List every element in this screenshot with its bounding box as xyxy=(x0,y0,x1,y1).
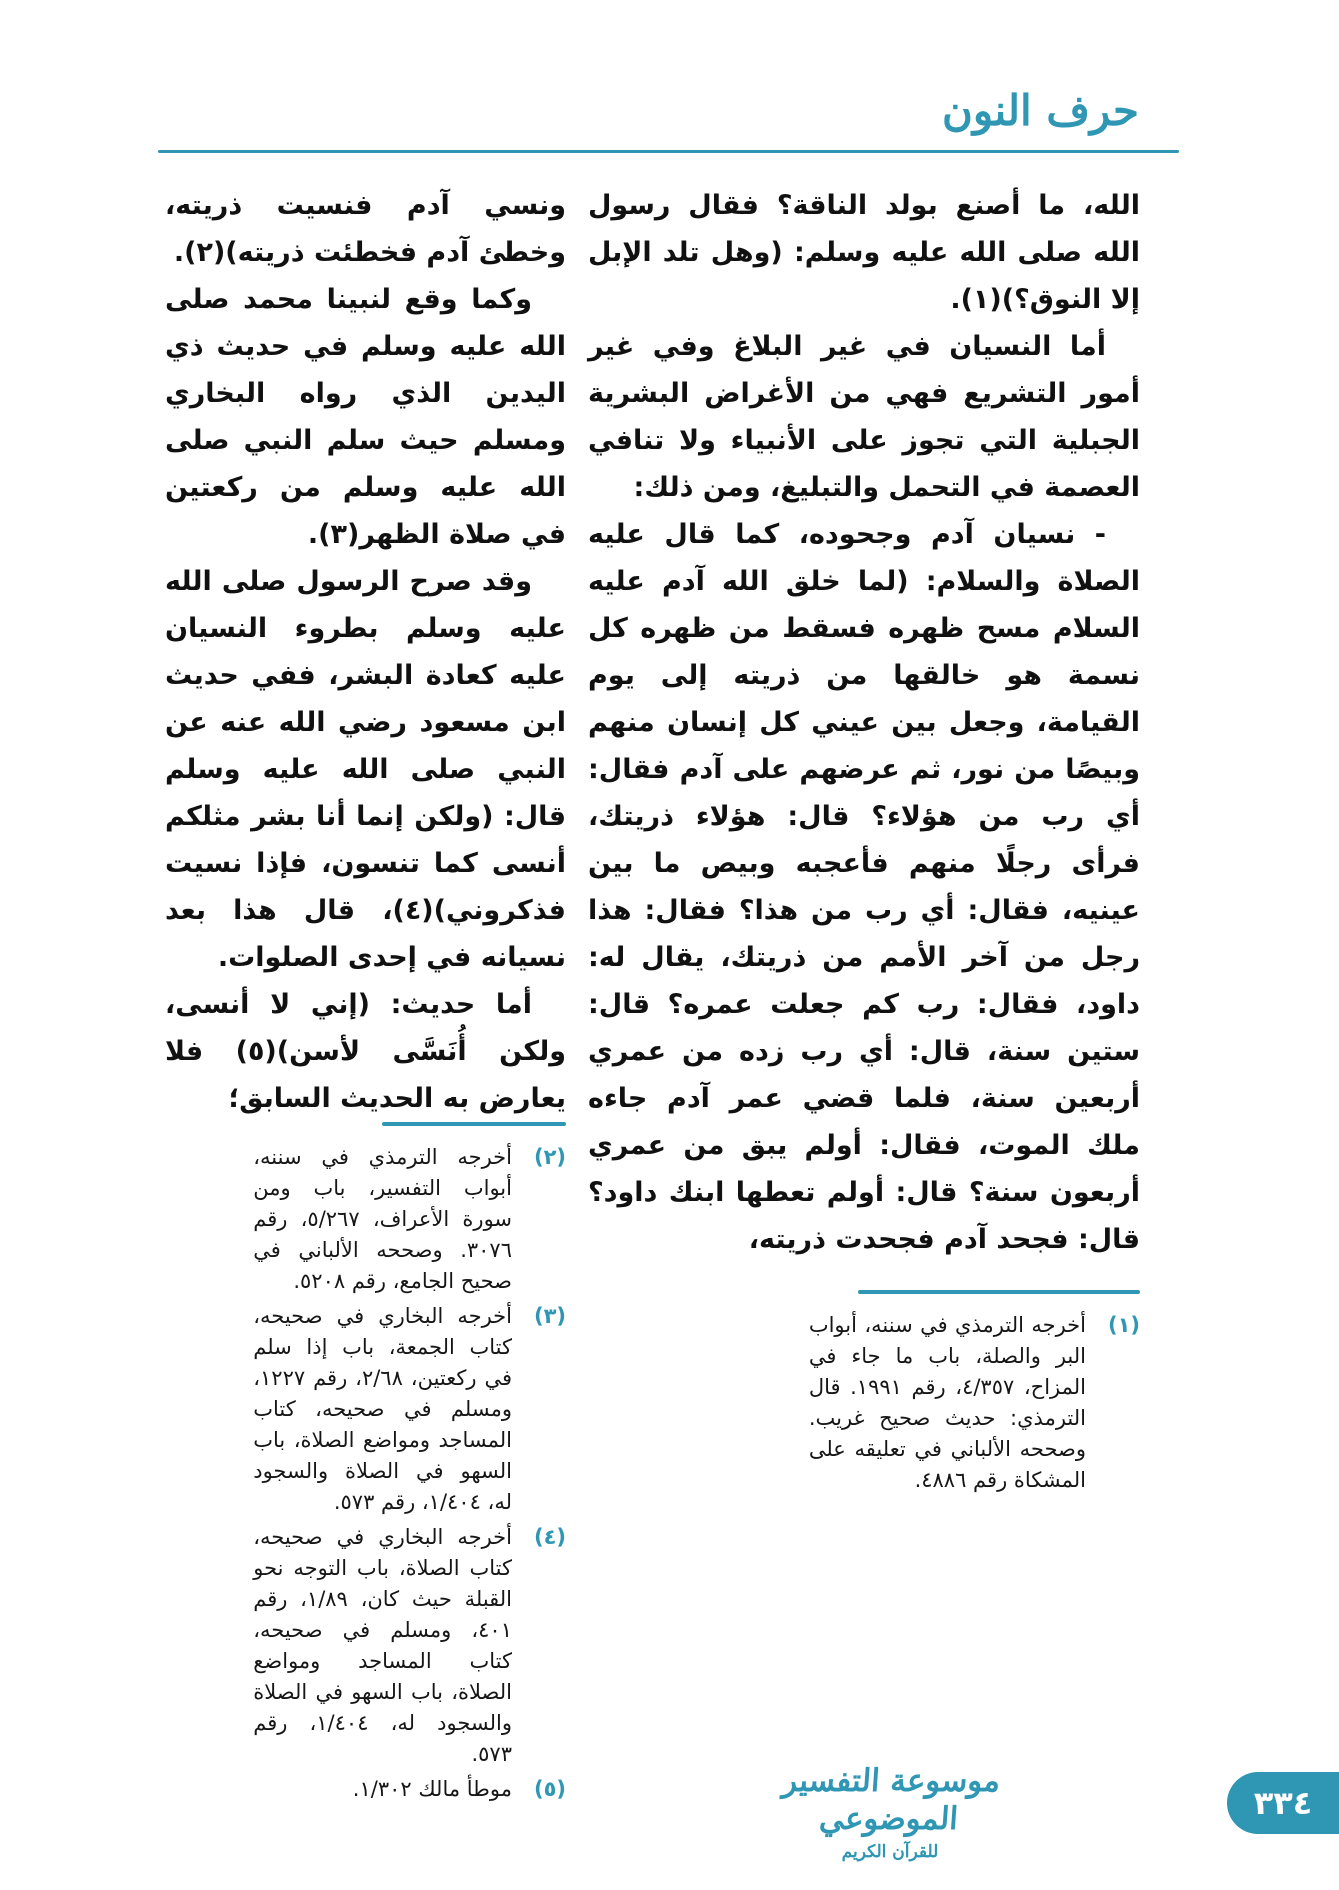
footnote xyxy=(253,1301,566,1518)
paragraph: وكما وقع لنبينا محمد صلى الله عليه وسلم في حديث ذي اليدين الذي رواه البخاري ومسلم حيث سلم النبي صلى الله عليه وسلم من ركعتين في صلاة الظهر(٣). xyxy=(165,284,566,550)
footnote-separator xyxy=(858,1290,1140,1294)
publisher-logo-subtitle: للقرآن الكريم xyxy=(841,1842,939,1862)
footnote-block xyxy=(809,1310,1140,1496)
footnotes-right xyxy=(588,1290,1140,1500)
page-number-badge: ٣٣٤ xyxy=(1227,1772,1339,1834)
footnote xyxy=(809,1310,1140,1496)
chapter-title: حرف النون xyxy=(942,86,1139,135)
footnote-separator xyxy=(382,1122,566,1126)
footnote-text: موطأ مالك ١/٣٠٢. xyxy=(352,1777,512,1801)
column-left xyxy=(165,182,566,1801)
publisher-logo xyxy=(740,1762,1040,1862)
column-left-body xyxy=(165,182,566,1122)
footnote-text: أخرجه الترمذي في سننه، أبواب التفسير، باب ومن سورة الأعراف، ٥/٢٦٧، رقم ٣٠٧٦. وصححه الألباني في صحيح الجامع، رقم ٥٢٠٨. xyxy=(253,1145,513,1293)
footnote-text: أخرجه الترمذي في سننه، أبواب البر والصلة، باب ما جاء في المزاح، ٤/٣٥٧، رقم ١٩٩١. قال الترمذي: حديث صحيح غريب. وصححه الألباني في تعليقه على المشكاة رقم ٤٨٨٦. xyxy=(808,1313,1086,1492)
column-right xyxy=(588,182,1140,1510)
paragraph: وقد صرح الرسول صلى الله عليه وسلم بطروء النسيان عليه كعادة البشر، ففي حديث ابن مسعود رضي الله عنه عن النبي صلى الله عليه وسلم قال: (ولكن إنما أنا بشر مثلكم أنسى كما تنسون، فإذا نسيت فذكروني)(٤)، قال هذا بعد نسيانه في إحدى الصلوات. xyxy=(165,566,566,973)
footnotes-left xyxy=(165,1122,566,1809)
footnote xyxy=(253,1774,566,1805)
paragraph: - نسيان آدم وجحوده، كما قال عليه الصلاة والسلام: (لما خلق الله آدم عليه السلام مسح ظهره فسقط من ظهره كل نسمة هو خالقها من ذريته إلى يوم القيامة، وجعل بين عيني كل إنسان منهم وبيصًا من نور، ثم عرضهم على آدم فقال: أي رب من هؤلاء؟ قال: هؤلاء ذريتك، فرأى رجلًا منهم فأعجبه وبيص ما بين عينيه، فقال: أي رب من هذا؟ فقال: هذا رجل من آخر الأمم من ذريتك، يقال له: داود، فقال: رب كم جعلت عمره؟ قال: ستين سنة، قال: أي رب زده من عمري أربعين سنة، فلما قضي عمر آدم جاءه ملك الموت، فقال: أولم يبق من عمري أربعون سنة؟ قال: أولم تعطها ابنك داود؟ قال: فجحد آدم فجحدت ذريته، xyxy=(588,519,1140,1255)
footnote-text: أخرجه البخاري في صحيحه، كتاب الجمعة، باب إذا سلم في ركعتين، ٢/٦٨، رقم ١٢٢٧، ومسلم في صحيحه، كتاب المساجد ومواضع الصلاة، باب السهو في الصلاة والسجود له، ١/٤٠٤، رقم ٥٧٣. xyxy=(253,1304,512,1514)
footnote-number: (٥) xyxy=(533,1777,566,1801)
header-rule xyxy=(158,150,1179,153)
paragraph: أما النسيان في غير البلاغ وفي غير أمور التشريع فهي من الأغراض البشرية الجبلية التي تجوز على الأنبياء ولا تنافي العصمة في التحمل والتبليغ، ومن ذلك: xyxy=(588,331,1140,503)
publisher-logo-title: موسوعة التفسير الموضوعي xyxy=(781,1763,1002,1837)
footnote-number: (١) xyxy=(1107,1313,1140,1337)
footnote xyxy=(253,1142,566,1297)
paragraph: ونسي آدم فنسيت ذريته، وخطئ آدم فخطئت ذريته)(٢). xyxy=(165,190,566,268)
footnote-number: (٢) xyxy=(533,1145,566,1169)
paragraph: الله، ما أصنع بولد الناقة؟ فقال رسول الله صلى الله عليه وسلم: (وهل تلد الإبل إلا النوق؟)(١). xyxy=(588,190,1140,315)
footnote-number: (٤) xyxy=(533,1525,566,1549)
footnote-block xyxy=(253,1142,566,1805)
footnote-number: (٣) xyxy=(533,1304,566,1328)
footnote-text: أخرجه البخاري في صحيحه، كتاب الصلاة، باب التوجه نحو القبلة حيث كان، ١/٨٩، رقم ٤٠١، ومسلم في صحيحه، كتاب المساجد ومواضع الصلاة، باب السهو في الصلاة والسجود له، ١/٤٠٤، رقم ٥٧٣. xyxy=(253,1525,513,1766)
paragraph: أما حديث: (إني لا أنسى، ولكن أُنَسَّى لأسن)(٥) فلا يعارض به الحديث السابق؛ xyxy=(165,989,566,1114)
footnote xyxy=(253,1522,566,1770)
column-right-body xyxy=(588,182,1140,1263)
